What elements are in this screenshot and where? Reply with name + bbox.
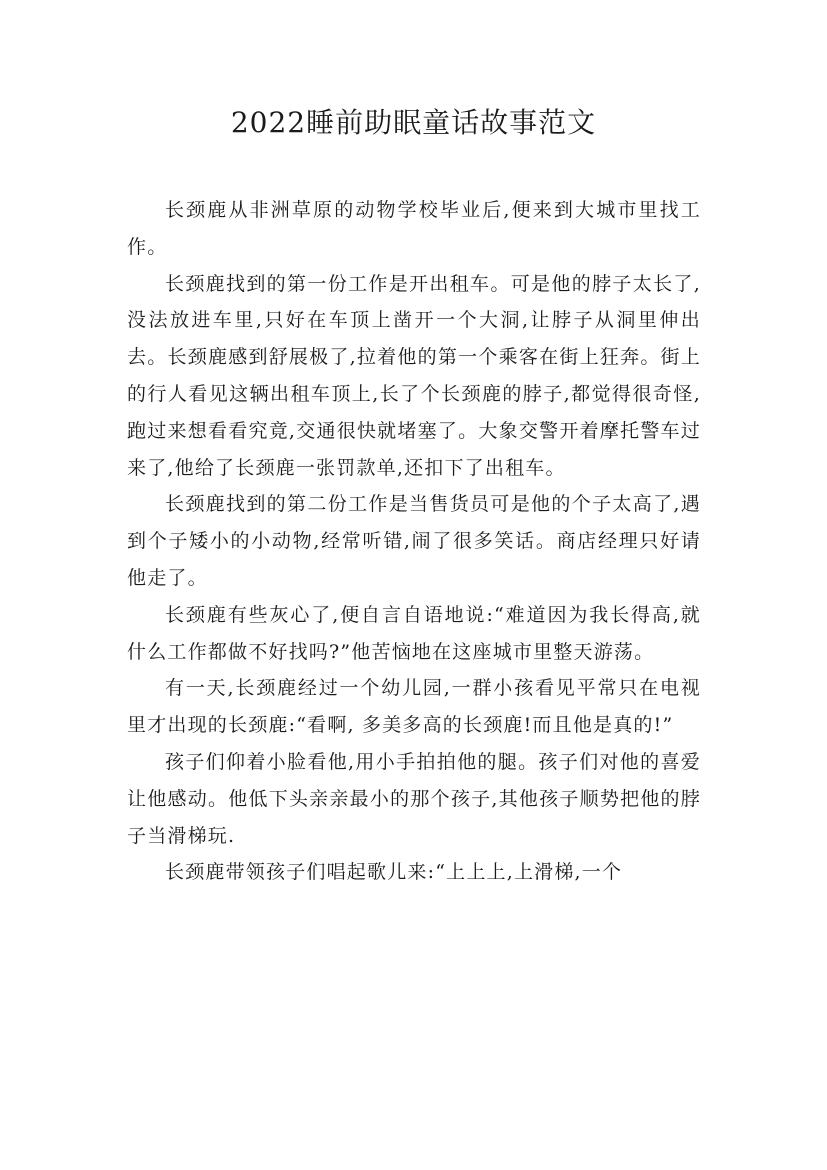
paragraph-3: 长颈鹿找到的第二份工作是当售货员可是他的个子太高了,遇到个子矮小的小动物,经常听错,闹了很多笑话。商店经理只好请他走了。 <box>127 493 701 589</box>
document-body <box>127 192 701 891</box>
paragraph-1: 长颈鹿从非洲草原的动物学校毕业后,便来到大城市里找工作。 <box>127 199 701 258</box>
document-title: 2022睡前助眠童话故事范文 <box>230 106 597 139</box>
paragraph-5: 有一天,长颈鹿经过一个幼儿园,一群小孩看见平常只在电视里才出现的长颈鹿:“看啊, 多美多高的长颈鹿!而且他是真的!” <box>127 677 701 737</box>
paragraph-7: 长颈鹿带领孩子们唱起歌儿来:“上上上,上滑梯,一个 <box>165 861 623 884</box>
paragraph-2: 长颈鹿找到的第一份工作是开出租车。可是他的脖子太长了,没法放进车里,只好在车顶上凿开一个大洞,让脖子从洞里伸出去。长颈鹿感到舒展极了,拉着他的第一个乘客在街上狂奔。街上的行人看见这辆出租车顶上,长了个长颈鹿的脖子,都觉得很奇怪,跑过来想看看究竟,交通很快就堵塞了。大象交警开着摩托警车过来了,他给了长颈鹿一张罚款单,还扣下了出租车。 <box>127 272 701 479</box>
paragraph-6: 孩子们仰着小脸看他,用小手拍拍他的腿。孩子们对他的喜爱让他感动。他低下头亲亲最小的那个孩子,其他孩子顺势把他的脖子当滑梯玩. <box>127 750 701 847</box>
paragraph-4: 长颈鹿有些灰心了,便自言自语地说:“难道因为我长得高,就什么工作都做不好找吗?”他苦恼地在这座城市里整天游荡。 <box>127 603 701 663</box>
